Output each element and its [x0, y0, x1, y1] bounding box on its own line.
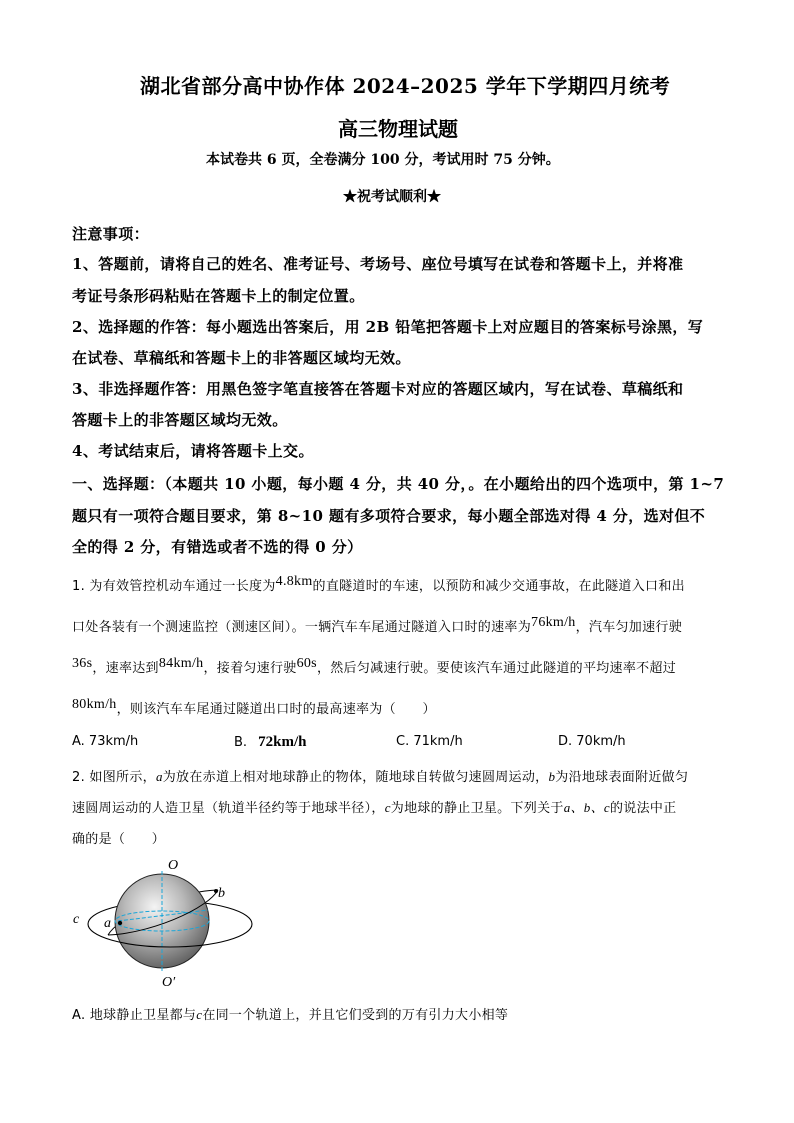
q2-line-2 [72, 797, 676, 816]
label-a: a [104, 916, 111, 931]
q1-option-b[interactable] [234, 731, 307, 751]
q1-text: ，汽车匀加速行驶 [575, 620, 683, 635]
exam-wish: ★祝考试顺利★ [343, 189, 441, 205]
q2-option-a-var: c [196, 1007, 203, 1022]
label-O: O [168, 858, 179, 873]
q2-text: 2. 如图所示， [72, 770, 156, 785]
q1-text: ，速率达到 [92, 661, 159, 676]
section-1-line-2: 题只有一项符合题目要求，第 8~10 题有多项符合要求，每小题全部选对得 4 分，选对但不 [72, 507, 706, 525]
notice-item-3-line-2: 答题卡上的非答题区域均无效。 [72, 411, 288, 429]
q1-option-b-value: 72km/h [258, 734, 307, 750]
q1-line-4 [72, 698, 436, 718]
exam-title: 湖北省部分高中协作体 2024–2025 学年下学期四月统考 [140, 74, 671, 98]
q2-var-a: a [155, 769, 163, 784]
label-b: b [218, 886, 225, 901]
q1-length-value: 4.8km [275, 574, 313, 589]
q1-text: ，接着匀速行驶 [203, 661, 297, 676]
notice-item-3-line-1: 3、非选择题作答：用黑色签字笔直接答在答题卡对应的答题区域内，写在试卷、草稿纸和 [72, 380, 684, 398]
q1-text: 的直隧道时的车速，以预防和减少交通事故，在此隧道入口和出 [312, 579, 685, 594]
notice-heading: 注意事项： [72, 225, 150, 243]
label-c: c [73, 912, 80, 927]
q1-line-3 [72, 657, 676, 677]
q1-line-1 [72, 575, 685, 595]
label-O-prime: O′ [162, 975, 176, 990]
q1-text: 口处各装有一个测速监控（测速区间）。一辆汽车车尾通过隧道入口时的速率为 [72, 620, 532, 635]
notice-item-1-line-1: 1、答题前，请将自己的姓名、准考证号、考场号、座位号填写在试卷和答题卡上，并将准 [72, 255, 684, 273]
q1-uniform-time: 60s [296, 656, 317, 671]
q1-text: ，然后匀减速行驶。要使该汽车通过此隧道的平均速率不超过 [316, 661, 677, 676]
q1-option-d[interactable]: D. 70km/h [558, 734, 626, 749]
q1-avg-speed: 80km/h [72, 697, 117, 712]
object-a-dot [118, 921, 122, 925]
q1-reached-speed: 84km/h [158, 656, 204, 671]
q1-text: ，则该汽车车尾通过隧道出口时的最高速率为（ ） [116, 702, 436, 717]
q2-var-c: c [384, 800, 391, 815]
q1-option-c[interactable]: C. 71km/h [396, 734, 463, 749]
notice-item-2-line-2: 在试卷、草稿纸和答题卡上的非答题区域均无效。 [72, 349, 411, 367]
section-1-line-1: 一、选择题：（本题共 10 小题，每小题 4 分，共 40 分，。在小题给出的四个选项中，第 1~7 [72, 475, 725, 493]
q2-option-a-text: A. 地球静止卫星都与 [72, 1008, 197, 1023]
notice-item-4: 4、考试结束后，请将答题卡上交。 [72, 442, 314, 460]
q1-option-a[interactable]: A. 73km/h [72, 734, 139, 749]
q2-text: 为地球的静止卫星。下列关于 [390, 801, 564, 816]
q1-option-b-label: B. [234, 735, 248, 750]
section-1-line-3: 全的得 2 分，有错选或者不选的得 0 分） [72, 538, 363, 556]
q1-text: 1. 为有效管控机动车通过一长度为 [72, 579, 276, 594]
q2-line-1 [72, 766, 688, 785]
q1-line-2 [72, 616, 682, 636]
q2-var-b: b [548, 769, 556, 784]
q2-option-a[interactable] [72, 1004, 508, 1023]
q2-text: 为沿地球表面附近做匀 [555, 770, 689, 785]
notice-item-1-line-2: 考证号条形码粘贴在答题卡上的制定位置。 [72, 287, 365, 305]
exam-info: 本试卷共 6 页，全卷满分 100 分，考试用时 75 分钟。 [206, 152, 560, 168]
q2-text: 速圆周运动的人造卫星（轨道半径约等于地球半径）， [72, 801, 385, 816]
q1-entry-speed: 76km/h [531, 615, 576, 630]
q1-accel-time: 36s [72, 656, 93, 671]
q2-text: 的说法中正 [609, 801, 677, 816]
q2-line-3: 确的是（ ） [72, 832, 166, 847]
q2-option-a-text: 在同一个轨道上，并且它们受到的万有引力大小相等 [202, 1008, 509, 1023]
exam-subtitle: 高三物理试题 [338, 117, 458, 141]
notice-item-2-line-1: 2、选择题的作答：每小题选出答案后，用 2B 铅笔把答题卡上对应题目的答案标号涂黑，写 [72, 318, 704, 336]
earth-orbit-figure [68, 855, 258, 990]
q2-text: 为放在赤道上相对地球静止的物体，随地球自转做匀速圆周运动， [162, 770, 549, 785]
q2-vars-abc: a、b、c [563, 800, 610, 815]
